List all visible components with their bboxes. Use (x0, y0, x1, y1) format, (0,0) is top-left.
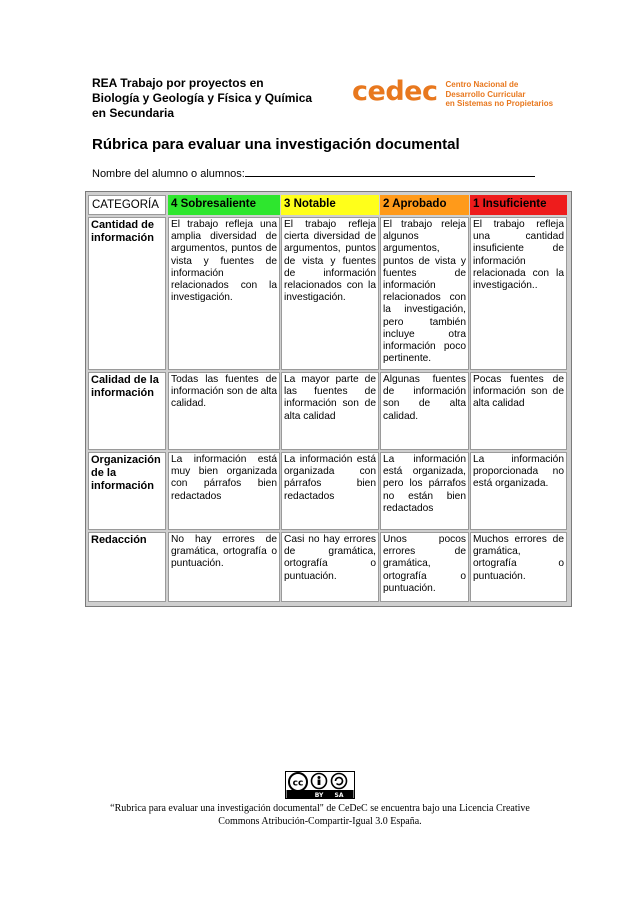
row-category-calidad: Calidad de la información (88, 372, 166, 450)
logo-sub-line-3: en Sistemas no Propietarios (445, 99, 554, 108)
rubric-table (85, 191, 572, 607)
cell-cantidad-4: El trabajo refleja una amplia diversidad de argumentos, puntos de vista y fuentes de información relacionados con la investigación. (168, 217, 280, 370)
cedec-logo (352, 78, 553, 109)
student-name-field[interactable] (92, 166, 535, 180)
cc-by-sa-badge-icon (285, 771, 355, 804)
cell-calidad-3: La mayor parte de las fuentes de información son de alta calidad (281, 372, 379, 450)
cell-organizacion-2: La información está organizada, pero los párrafos no están bien redactados (380, 452, 469, 530)
badge-by-text: BY (314, 792, 324, 799)
student-name-label: Nombre del alumno o alumnos: (92, 168, 245, 180)
header-notable: 3 Notable (281, 195, 379, 215)
header-title-line-1: REA Trabajo por proyectos en (92, 76, 264, 90)
row-category-cantidad: Cantidad de información (88, 217, 166, 370)
header-aprobado: 2 Aprobado (380, 195, 469, 215)
cell-redaccion-1: Muchos errores de gramática, ortografía o puntuación. (470, 532, 567, 602)
cell-organizacion-1: La información proporcionada no está organizada. (470, 452, 567, 530)
cell-calidad-2: Algunas fuentes de información son de alta calidad. (380, 372, 469, 450)
header-sobresaliente: 4 Sobresaliente (168, 195, 280, 215)
cell-cantidad-2: El trabajo releja algunos argumentos, puntos de vista y fuentes de información relacionados con la investigación, pero también incluye otra información poco pertinente. (380, 217, 469, 370)
cell-cantidad-3: El trabajo refleja cierta diversidad de argumentos, puntos de vista y fuentes de información relacionados con la investigación. (281, 217, 379, 370)
cell-redaccion-3: Casi no hay errores de gramática, ortografía o puntuación. (281, 532, 379, 602)
header-category: CATEGORÍA (88, 195, 166, 215)
header-title (92, 76, 352, 121)
document-title: Rúbrica para evaluar una investigación documental (92, 136, 460, 153)
row-category-organizacion: Organización de la información (88, 452, 166, 530)
cell-redaccion-2: Unos pocos errores de gramática, ortografía o puntuación. (380, 532, 469, 602)
cell-cantidad-1: El trabajo refleja una cantidad insuficiente de información relacionada con la investigación.. (470, 217, 567, 370)
student-name-blank[interactable] (245, 166, 535, 177)
cell-calidad-4: Todas las fuentes de información son de alta calidad. (168, 372, 280, 450)
logo-word: cedec (352, 76, 438, 107)
cell-redaccion-4: No hay errores de gramática, ortografía o puntuación. (168, 532, 280, 602)
cell-calidad-1: Pocas fuentes de información son de alta calidad (470, 372, 567, 450)
cell-organizacion-3: La información está organizada con párrafos bien redactados (281, 452, 379, 530)
header-title-line-3: en Secundaria (92, 106, 175, 120)
badge-sa-text: SA (334, 792, 344, 799)
logo-subtitle (445, 80, 553, 109)
cell-organizacion-4: La información está muy bien organizada con párrafos bien redactados (168, 452, 280, 530)
svg-text:cc: cc (292, 778, 304, 789)
header-insuficiente: 1 Insuficiente (470, 195, 567, 215)
license-footer-text: “Rubrica para evaluar una investigación documental" de CeDeC se encuentra bajo una Licencia Creative Commons Atribución-Compartir-Igual 3.0 España. (110, 803, 530, 827)
logo-sub-line-2: Desarrollo Curricular (445, 89, 526, 99)
logo-sub-line-1: Centro Nacional de (445, 80, 519, 89)
row-category-redaccion: Redacción (88, 532, 166, 602)
header-title-line-2: Biología y Geología y Física y Química (92, 91, 313, 105)
